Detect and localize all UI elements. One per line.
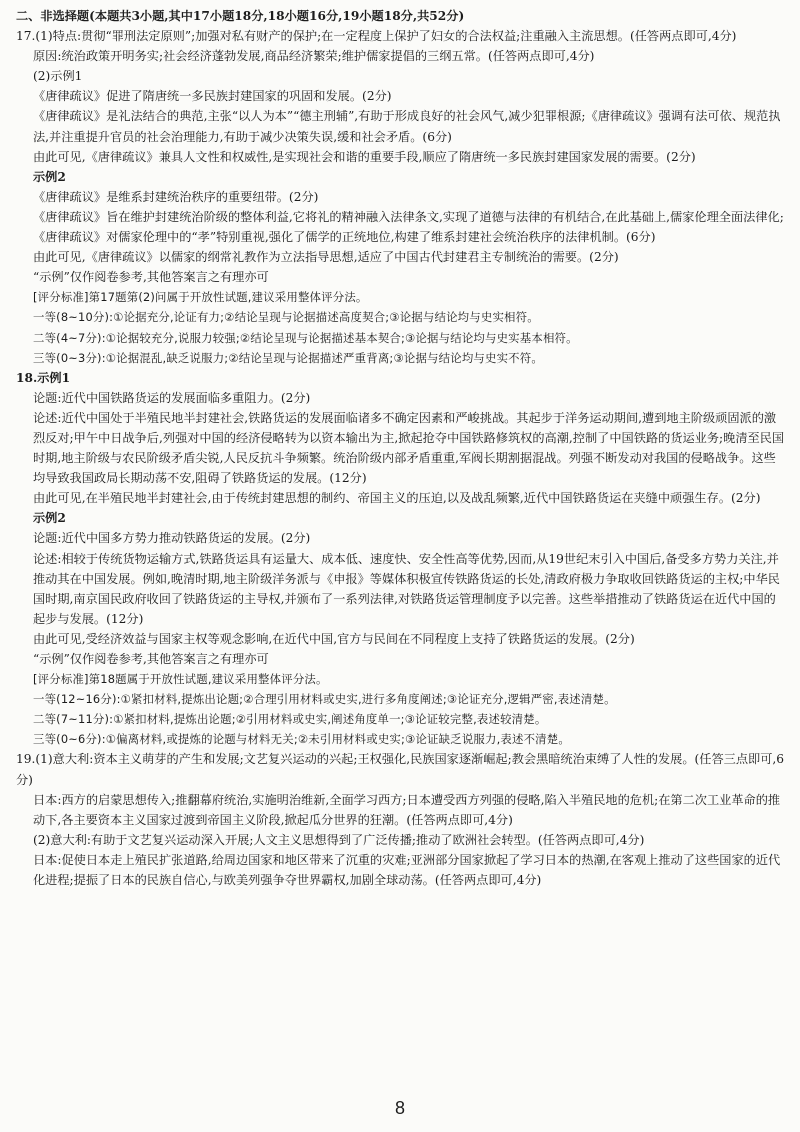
text-line: 一等(12~16分):①紧扣材料,提炼出论题;②合理引用材料或史实,进行多角度阐述;③论证充分,逻辑严密,表述清楚。 (33, 692, 616, 707)
text-line: 由此可见,《唐律疏议》兼具人文性和权威性,是实现社会和谐的重要手段,顺应了隋唐统一多民族封建国家发展的需要。(2分) (33, 149, 696, 164)
text-line: 日本:西方的启蒙思想传入;推翻幕府统治,实施明治维新,全面学习西方;日本遭受西方列强的侵略,陷入半殖民地的危机;在第二次工业革命的推动下,各主要资本主义国家过渡到帝国主义阶段,掀起瓜分世界的狂潮。(任答两点即可,4分) (33, 792, 781, 827)
text-line: 《唐律疏议》促进了隋唐统一多民族封建国家的巩固和发展。(2分) (33, 89, 392, 104)
text-line: 由此可见,《唐律疏议》以儒家的纲常礼教作为立法指导思想,适应了中国古代封建君主专制统治的需要。(2分) (33, 250, 619, 265)
text-line: 《唐律疏议》是维系封建统治秩序的重要纽带。(2分) (33, 189, 319, 204)
text-line: 论题:近代中国铁路货运的发展面临多重阻力。(2分) (33, 390, 311, 405)
answer-document (16, 6, 788, 890)
text-line: “示例”仅作阅卷参考,其他答案言之有理亦可 (33, 652, 269, 666)
text-line: 论题:近代中国多方势力推动铁路货运的发展。(2分) (33, 531, 311, 546)
text-line: [评分标准]第18题属于开放性试题,建议采用整体评分法。 (33, 672, 328, 687)
text-line: (2)意大利:有助于文艺复兴运动深入开展;人文主义思想得到了广泛传播;推动了欧洲社会转型。(任答两点即可,4分) (33, 832, 645, 847)
text-line: 原因:统治政策开明务实;社会经济蓬勃发展,商品经济繁荣;维护儒家提倡的三纲五常。(任答两点即可,4分) (33, 49, 595, 64)
text-line: 示例2 (33, 511, 66, 526)
text-line: 由此可见,受经济效益与国家主权等观念影响,在近代中国,官方与民间在不同程度上支持了铁路货运的发展。(2分) (33, 631, 635, 646)
page-number: 8 (394, 1098, 405, 1118)
text-line: 示例2 (33, 169, 66, 184)
text-line: (2)示例1 (33, 69, 83, 84)
text-line: 一等(8~10分):①论据充分,论证有力;②结论呈现与论据描述高度契合;③论据与结论均与史实相符。 (33, 310, 539, 325)
text-line: 三等(0~3分):①论据混乱,缺乏说服力;②结论呈现与论据描述严重背离;③论据与结论均与史实不符。 (33, 350, 543, 365)
text-line: 二等(4~7分):①论据较充分,说服力较强;②结论呈现与论据描述基本契合;③论据与结论均与史实基本相符。 (33, 330, 578, 345)
text-line: 《唐律疏议》旨在维护封建统治阶级的整体利益,它将礼的精神融入法律条文,实现了道德与法律的有机结合,在此基础上,儒家伦理全面法律化;《唐律疏议》对儒家伦理中的“孝”特别重视,强化了儒学的正统地位,构建了维系封建社会统治秩序的法律机制。(6分) (33, 209, 784, 245)
text-line: 18.示例1 (16, 370, 71, 385)
text-line: “示例”仅作阅卷参考,其他答案言之有理亦可 (33, 270, 269, 285)
text-line: 由此可见,在半殖民地半封建社会,由于传统封建思想的制约、帝国主义的压迫,以及战乱频繁,近代中国铁路货运在夹缝中顽强生存。(2分) (33, 491, 761, 506)
text-line: 19.(1)意大利:资本主义萌芽的产生和发展;文艺复兴运动的兴起;王权强化,民族国家逐渐崛起;教会黑暗统治束缚了人性的发展。(任答三点即可,6分) (16, 752, 785, 787)
text-line: 二、非选择题(本题共3小题,其中17小题18分,18小题16分,19小题18分,共52分) (16, 9, 465, 23)
text-line: 三等(0~6分):①偏离材料,或提炼的论题与材料无关;②未引用材料或史实;③论证缺乏说服力,表述不清楚。 (33, 732, 570, 747)
text-line: 论述:近代中国处于半殖民地半封建社会,铁路货运的发展面临诸多不确定因素和严峻挑战。其起步于洋务运动期间,遭到地主阶级顽固派的激烈反对;甲午中日战争后,列强对中国的经济侵略转为以资本输出为主,掀起抢夺中国铁路修筑权的高潮,控制了中国铁路的货运业务;晚清至民国时期,地主阶级与农民阶级矛盾尖锐,人民反抗斗争频繁。统治阶级内部矛盾重重,军阀长期割据混战。列强不断发动对我国的侵略战争。这些均导致我国政局长期动荡不安,阻碍了铁路货运的发展。(12分) (33, 410, 785, 486)
text-line: 论述:相较于传统货物运输方式,铁路货运具有运量大、成本低、速度快、安全性高等优势,因而,从19世纪末引入中国后,备受多方势力关注,并推动其在中国发展。例如,晚清时期,地主阶级洋务派与《申报》等媒体积极宣传铁路货运的长处,清政府极力争取收回铁路货运的主权;中华民国时期,南京国民政府收回了铁路货运的主导权,并颁布了一系列法律,对铁路货运管理制度予以完善。这些举措推动了铁路货运在近代中国的起步与发展。(12分) (33, 551, 780, 626)
text-line: 《唐律疏议》是礼法结合的典范,主张“以人为本”“德主刑辅”,有助于形成良好的社会风气,减少犯罪根源;《唐律疏议》强调有法可依、规范执法,并注重提升官员的社会治理能力,有助于减少决策失误,缓和社会矛盾。(6分) (33, 109, 781, 144)
text-line: [评分标准]第17题第(2)问属于开放性试题,建议采用整体评分法。 (33, 290, 368, 305)
text-line: 二等(7~11分):①紧扣材料,提炼出论题;②引用材料或史实,阐述角度单一;③论证较完整,表述较清楚。 (33, 712, 547, 727)
text-line: 日本:促使日本走上殖民扩张道路,给周边国家和地区带来了沉重的灾难;亚洲部分国家掀起了学习日本的热潮,在客观上推动了这些国家的近代化进程;提振了日本的民族自信心,与欧美列强争夺世界霸权,加剧全球动荡。(任答两点即可,4分) (33, 852, 781, 888)
text-line: 17.(1)特点:贯彻“罪刑法定原则”;加强对私有财产的保护;在一定程度上保护了妇女的合法权益;注重融入主流思想。(任答两点即可,4分) (16, 29, 737, 44)
